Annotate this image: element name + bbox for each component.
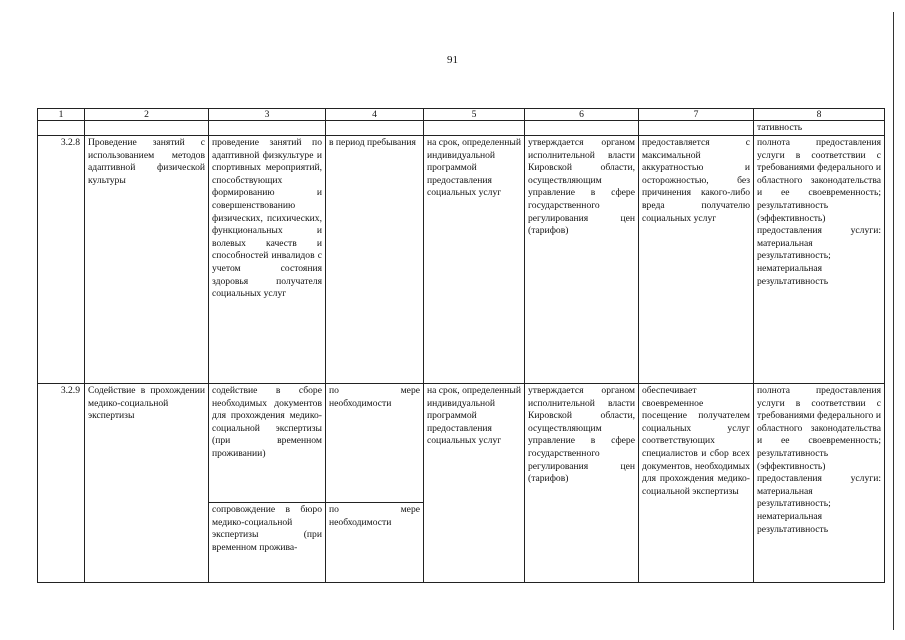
table-row-3-2-9a [38, 384, 885, 503]
table-row-3-2-8 [38, 136, 885, 384]
page-edge-line [893, 12, 894, 630]
service-quality: полнота предоставления услуги в соответствии с требованиями федерального и областного законодательства и ее своевременность; результативность (эффективность) предоставления услуги: материальная результативность; нематериальная результативность [754, 384, 885, 583]
continuation-text: тативность [754, 121, 885, 136]
service-duration: на срок, определенный индивидуальной программой предоставления социальных услуг [424, 136, 525, 384]
continuation-row [38, 121, 885, 136]
col-header-1: 1 [38, 109, 85, 121]
services-table [37, 108, 885, 583]
header-row [38, 109, 885, 121]
service-quality: полнота предоставления услуги в соответствии с требованиями федерального и областного законодательства и ее своевременность; результативность (эффективность) предоставления услуги: материальная результативность; нематериальная результативность [754, 136, 885, 384]
row-number: 3.2.8 [38, 136, 85, 384]
service-content-a: содействие в сборе необходимых документов для прохождения медико-социальной экспертизы (при временном проживании) [209, 384, 326, 503]
service-content-b: сопровождение в бюро медико-социальной экспертизы (при временном прожива- [209, 503, 326, 583]
row-number: 3.2.9 [38, 384, 85, 583]
service-conditions: обеспечивает своевременное посещение получателем социальных услуг соответствующих специалистов и сбор всех документов, необходимых для прохождения медико-социальной экспертизы [639, 384, 754, 583]
service-terms-a: по мере необходимости [326, 384, 424, 503]
col-header-8: 8 [754, 109, 885, 121]
col-header-4: 4 [326, 109, 424, 121]
col-header-7: 7 [639, 109, 754, 121]
service-name: Проведение занятий с использованием методов адаптивной физической культуры [85, 136, 209, 384]
col-header-5: 5 [424, 109, 525, 121]
service-duration: на срок, определенный индивидуальной программой предоставления социальных услуг [424, 384, 525, 583]
service-tariff: утверждается органом исполнительной власти Кировской области, осуществляющим управление в сфере государственного регулирования цен (тарифов) [525, 136, 639, 384]
col-header-3: 3 [209, 109, 326, 121]
service-tariff: утверждается органом исполнительной власти Кировской области, осуществляющим управление в сфере государственного регулирования цен (тарифов) [525, 384, 639, 583]
service-conditions: предоставляется с максимальной аккуратностью и осторожностью, без причинения какого-либо вреда получателю социальных услуг [639, 136, 754, 384]
page-number: 91 [447, 54, 458, 66]
service-terms: в период пребывания [326, 136, 424, 384]
service-content: проведение занятий по адаптивной физкультуре и спортивных мероприятий, способствующих формированию и совершенствованию физических, психических, функциональных и волевых качеств и способностей инвалидов с учетом состояния здоровья получателя социальных услуг [209, 136, 326, 384]
service-name: Содействие в прохождении медико-социальной экспертизы [85, 384, 209, 583]
col-header-2: 2 [85, 109, 209, 121]
col-header-6: 6 [525, 109, 639, 121]
service-terms-b: по мере необходимости [326, 503, 424, 583]
